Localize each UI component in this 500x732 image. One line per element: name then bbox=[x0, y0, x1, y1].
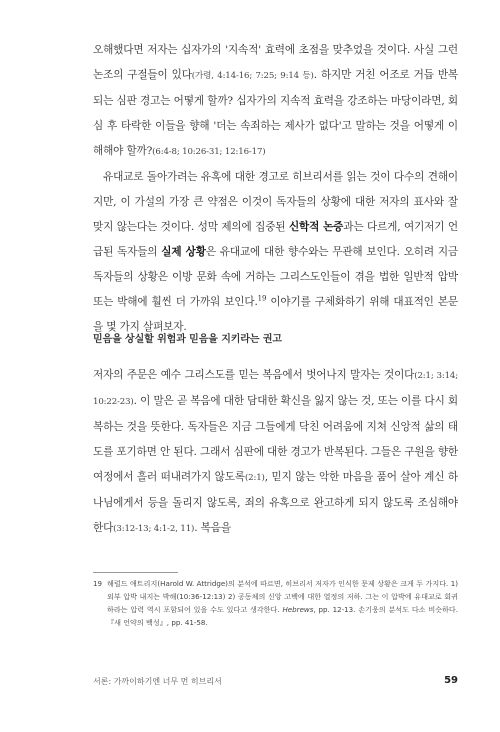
paragraph-3-text-b: . 이 말은 곧 복음에 대한 담대한 확신을 잃지 않는 것, 또는 이를 다시 회복하는 것을 뜻한다. 독자들은 지금 그들에게 닥친 어려움에 지쳐 신앙적 삶의 태도를 포기하면 안 된다. 그래서 심판에 대한 경고가 반복된다. 그들은 구원을 향한 여정에서 흘러 떠내려가지 않도록 bbox=[93, 395, 458, 483]
footnote-19 bbox=[93, 578, 458, 630]
paragraph-3-text-d: . 복음을 bbox=[194, 522, 231, 534]
paragraph-2-text-c: 은 유대교에 대한 향수와는 무관해 보인다. 오히려 지금 독자들의 상황은 이방 문화 속에 거하는 그리스도인들이 겪을 법한 일반적 압박 또는 박해에 훨씬 더 가까워 보인다. bbox=[93, 246, 459, 308]
footnote-divider bbox=[93, 572, 178, 573]
footnote-reference-19[interactable]: 19 bbox=[257, 294, 267, 303]
page-footer bbox=[93, 676, 458, 690]
footnote-number: 19 bbox=[93, 579, 103, 588]
footnote-body bbox=[107, 578, 458, 630]
body-paragraph-3 bbox=[93, 363, 458, 542]
citation-3: (2:1; 3:14; 10:22-23) bbox=[93, 371, 458, 407]
paragraph-1-text-a: 오해했다면 저자는 십자가의 '지속적' 효력에 초점을 맞추었을 것이다. 사실 그런 논조의 구절들이 있다 bbox=[93, 44, 458, 81]
paragraph-3-text-a: 저자의 주문은 예수 그리스도를 믿는 복음에서 벗어나지 말자는 것이다 bbox=[93, 369, 415, 381]
body-paragraph-2 bbox=[93, 165, 458, 340]
citation-4: (2:1) bbox=[244, 473, 265, 483]
footnote-text-a: 해럴드 애트리지(Harold W. Attridge)의 분석에 따르면, 히브리서 저자가 인식한 문제 상황은 크게 두 가지다. 1) 외부 압박 내지는 박해(10:36-12:13) 2) 공동체의 신앙 고백에 대한 열정의 저하. 그는 이 압박에 유대교로 회귀하라는 압력 역시 포함되어 있을 수도 있다고 생각한다. bbox=[107, 579, 458, 614]
page-number: 59 bbox=[444, 675, 458, 686]
body-paragraph-1 bbox=[93, 38, 458, 165]
emphasis-actual-situation: 실제 상황 bbox=[161, 246, 206, 258]
citation-2: (6:4-8; 10:26-31; 12:16-17) bbox=[152, 147, 266, 157]
paragraph-2-text-a: 유대교로 돌아가려는 유혹에 대한 경고로 히브리서를 읽는 것이 다수의 견해이지만, 이 가설의 가장 큰 약점은 이것이 독자들의 상황에 대한 저자의 표사와 잘 맞지 않는다는 것이다. 성막 제의에 집중된 bbox=[93, 171, 458, 233]
paragraph-2-text-d: 이야기를 구체화하기 위해 대표적인 본문을 몇 가지 살펴보자. bbox=[93, 296, 458, 333]
paragraph-2-text-b: 과는 다르게, 여기저기 언급된 독자들의 bbox=[93, 221, 458, 258]
paragraph-1-text-b: . 하지만 거친 어조로 거듭 반복되는 심판 경고는 어떻게 할까? 십자가의 지속적 효력을 강조하는 마당이라면, 회심 후 타락한 이들을 향해 '더는 속죄하는 제사가 없다'고 말하는 것을 어떻게 이해해야 할까? bbox=[93, 69, 459, 157]
paragraph-3-text-c: , 믿지 않는 악한 마음을 품어 살아 계신 하나님에게서 등을 돌리지 않도록, 죄의 유혹으로 완고하게 되지 않도록 조심해야 한다 bbox=[93, 471, 458, 534]
citation-1: (가령, 4:14-16; 7:25; 9:14 등) bbox=[191, 71, 314, 81]
emphasis-theological-argument: 신학적 논증 bbox=[288, 221, 344, 233]
footnote-text-b: , pp. 12-13. 손기웅의 분석도 다소 비슷하다. 『새 언약의 백성』, pp. 41-58. bbox=[107, 604, 458, 627]
footnote-book-title: Hebrews bbox=[282, 604, 314, 614]
citation-5: (3:12-13; 4:1-2, 11) bbox=[113, 524, 195, 534]
running-title: 서론: 가까이하기엔 너무 먼 히브리서 bbox=[93, 677, 222, 686]
section-heading: 믿음을 상실할 위험과 믿음을 지키라는 권고 bbox=[93, 334, 282, 345]
